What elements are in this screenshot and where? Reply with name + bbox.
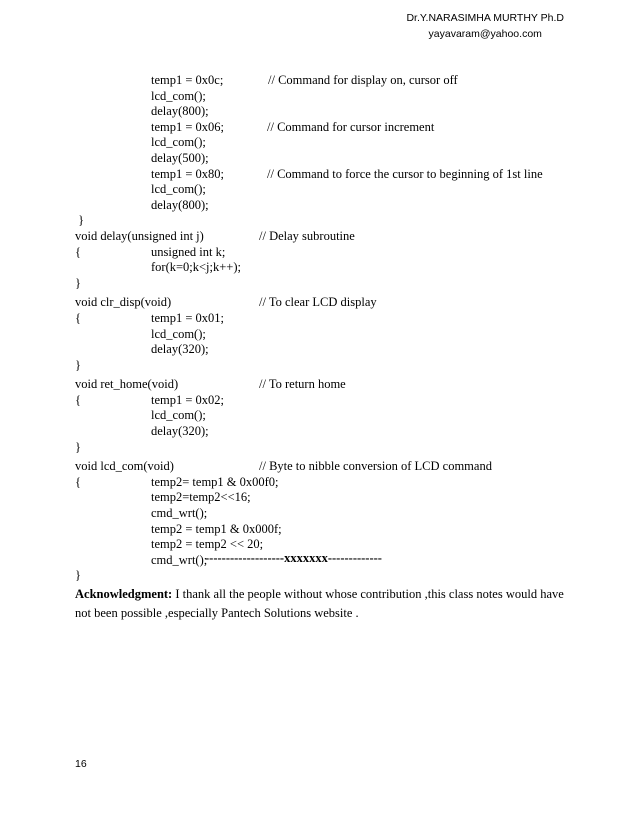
code-statement: for(k=0;k<j;k++); — [151, 260, 241, 275]
code-statement: temp2 = temp2 << 20; — [151, 537, 264, 552]
code-statement: delay(500); — [151, 150, 209, 165]
code-statement: lcd_com(); — [151, 408, 206, 423]
code-line — [75, 459, 575, 475]
closing-brace: } — [75, 568, 81, 583]
code-line — [75, 135, 575, 151]
closing-brace: } — [75, 439, 81, 454]
code-line — [75, 311, 575, 327]
closing-brace: } — [75, 275, 81, 290]
code-statement: delay(800); — [151, 104, 209, 119]
code-statement: temp2 = temp1 & 0x000f; — [151, 521, 282, 536]
author-name: Dr.Y.NARASIMHA MURTHY Ph.D — [406, 12, 564, 24]
code-line — [75, 408, 575, 424]
code-line — [75, 73, 575, 89]
opening-brace: { — [75, 474, 81, 489]
opening-brace: { — [75, 310, 81, 325]
code-line — [75, 276, 575, 292]
code-line — [75, 342, 575, 358]
code-comment: // Command for cursor increment — [267, 119, 435, 134]
code-statement: cmd_wrt(); — [151, 552, 208, 567]
code-comment: // Byte to nibble conversion of LCD command — [259, 459, 492, 474]
function-signature: void delay(unsigned int j) — [75, 228, 204, 243]
code-line — [75, 522, 575, 538]
code-line — [75, 89, 575, 105]
opening-brace: { — [75, 244, 81, 259]
code-line — [75, 490, 575, 506]
code-statement: temp1 = 0x80; — [151, 166, 225, 181]
function-signature: void lcd_com(void) — [75, 459, 174, 474]
code-statement: temp1 = 0x01; — [151, 310, 225, 325]
author-email: yayavaram@yahoo.com — [428, 28, 542, 40]
code-line — [75, 198, 575, 214]
code-statement: cmd_wrt(); — [151, 506, 208, 521]
function-signature: void ret_home(void) — [75, 377, 179, 392]
code-statement: lcd_com(); — [151, 182, 206, 197]
code-statement: lcd_com(); — [151, 88, 206, 103]
code-line — [75, 327, 575, 343]
code-statement: unsigned int k; — [151, 244, 226, 259]
code-statement: temp1 = 0x02; — [151, 392, 225, 407]
code-comment: // To return home — [259, 377, 346, 392]
function-signature: void clr_disp(void) — [75, 295, 172, 310]
code-line — [75, 440, 575, 456]
opening-brace: { — [75, 392, 81, 407]
page-number: 16 — [75, 758, 87, 770]
code-line — [75, 229, 575, 245]
acknowledgment-label: Acknowledgment: — [75, 587, 173, 601]
code-line — [75, 506, 575, 522]
code-line — [75, 295, 575, 311]
closing-brace: } — [75, 357, 81, 372]
code-statement: delay(320); — [151, 424, 209, 439]
code-comment: // Command to force the cursor to beginning of 1st line — [267, 166, 543, 181]
code-listing — [75, 73, 575, 584]
code-comment: // Delay subroutine — [259, 228, 355, 243]
code-line — [75, 120, 575, 136]
code-line — [75, 475, 575, 491]
closing-brace: } — [75, 213, 85, 228]
code-statement: temp2= temp1 & 0x00f0; — [151, 474, 279, 489]
code-line — [75, 167, 575, 183]
acknowledgment-paragraph — [75, 585, 565, 623]
code-line — [75, 393, 575, 409]
code-line — [75, 213, 575, 229]
code-statement: temp1 = 0x0c; — [151, 73, 224, 87]
code-statement: temp1 = 0x06; — [151, 119, 225, 134]
code-line — [75, 104, 575, 120]
code-statement: lcd_com(); — [151, 326, 206, 341]
section-separator: -------------------xxxxxxx------------- — [205, 551, 382, 565]
code-line — [75, 377, 575, 393]
acknowledgment-text: I thank all the people without whose contribution ,this class notes would have not been possible ,especially Pantech Solutions website . — [75, 587, 564, 620]
code-line — [75, 424, 575, 440]
code-line — [75, 260, 575, 276]
code-comment: // Command for display on, cursor off — [268, 73, 458, 87]
code-statement: delay(320); — [151, 342, 209, 357]
code-line — [75, 245, 575, 261]
code-line — [75, 151, 575, 167]
code-line — [75, 568, 575, 584]
code-comment: // To clear LCD display — [259, 295, 377, 310]
code-statement: delay(800); — [151, 197, 209, 212]
code-statement: lcd_com(); — [151, 135, 206, 150]
code-line — [75, 182, 575, 198]
page-header — [406, 10, 564, 42]
code-statement: temp2=temp2<<16; — [151, 490, 251, 505]
code-line — [75, 358, 575, 374]
